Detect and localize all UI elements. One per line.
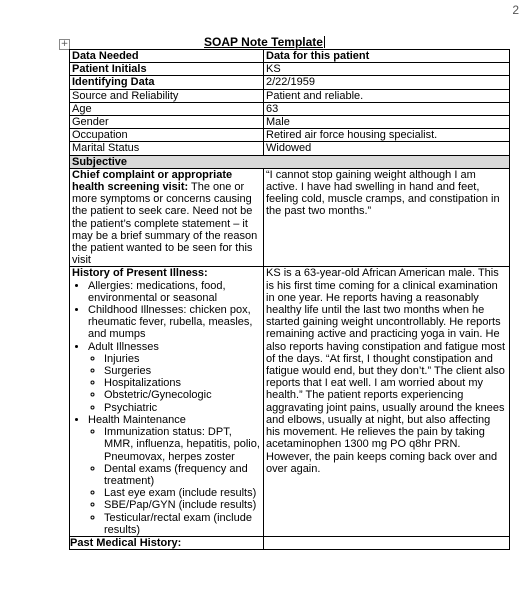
sub-list-item: ◦ Psychiatric [104, 402, 261, 414]
table-row [70, 129, 510, 142]
row-value[interactable]: Patient and reliable. [264, 89, 510, 102]
list-item [88, 341, 261, 414]
table-row [70, 102, 510, 115]
row-value[interactable]: Widowed [264, 142, 510, 155]
sub-list-item: ◦ Testicular/rectal exam (include results) [104, 512, 261, 536]
sub-list-item: ◦ Immunization status: DPT, MMR, influenza, hepatitis, polio, Pneumovax, herpes zoster [104, 426, 261, 463]
list-item [88, 414, 261, 536]
table-row [70, 89, 510, 102]
hpi-label [70, 267, 264, 536]
section-row [70, 155, 510, 168]
list-item [88, 280, 261, 304]
table-row [70, 142, 510, 155]
sub-list-item: ◦ Hospitalizations [104, 377, 261, 389]
table-row [70, 76, 510, 89]
hpi-row [70, 267, 510, 536]
chief-complaint-label [70, 168, 264, 267]
sub-list-item: ◦ Dental exams (frequency and treatment) [104, 463, 261, 487]
next-section-value[interactable] [264, 536, 510, 549]
row-label: Source and Reliability [70, 89, 264, 102]
list-item-text: Health Maintenance [88, 413, 186, 426]
text-cursor [324, 36, 325, 48]
table-row [70, 63, 510, 76]
soap-note-table [69, 49, 510, 550]
row-label: Marital Status [70, 142, 264, 155]
sub-list-item: ◦ Surgeries [104, 365, 261, 377]
sub-list [88, 426, 261, 536]
section-title: Subjective [70, 155, 510, 168]
row-label: Gender [70, 116, 264, 129]
sub-list-item: ◦ Last eye exam (include results) [104, 487, 261, 499]
next-section-label: Past Medical History: [70, 536, 264, 549]
chief-complaint-value[interactable]: “I cannot stop gaining weight although I am active. I have had swelling in hand and feet, feeling cold, muscle cramps, and constipation in the past two months.” [264, 168, 510, 267]
chief-complaint-row [70, 168, 510, 267]
row-value[interactable]: 2/22/1959 [264, 76, 510, 89]
table-move-handle-icon[interactable]: + [60, 39, 69, 49]
row-label: Patient Initials [70, 63, 264, 76]
list-item [88, 304, 261, 341]
row-value[interactable]: 63 [264, 102, 510, 115]
row-value[interactable]: KS [264, 63, 510, 76]
list-item-text: Allergies: medications, food, environmental or seasonal [88, 279, 226, 304]
hpi-heading: History of Present Illness: [72, 267, 208, 280]
list-item-text: Childhood Illnesses: chicken pox, rheumatic fever, rubella, measles, and mumps [88, 304, 253, 341]
column-header: Data for this patient [264, 50, 510, 63]
chief-complaint-heading: Chief complaint or appropriate health screening visit: [72, 168, 233, 194]
table-header-row [70, 50, 510, 63]
sub-list-item: ◦ SBE/Pap/GYN (include results) [104, 499, 261, 511]
sub-list [88, 353, 261, 414]
row-label: Occupation [70, 129, 264, 142]
row-value[interactable]: Male [264, 116, 510, 129]
chief-complaint-description: The one or more symptoms or concerns causing the patient to seek care. Need not be the patient’s complete statement – it may be a brief summary of the reason the patient wanted to be seen for this visit [72, 181, 258, 267]
column-header: Data Needed [70, 50, 264, 63]
row-label: Identifying Data [70, 76, 264, 89]
row-value[interactable]: Retired air force housing specialist. [264, 129, 510, 142]
sub-list-item: ◦ Obstetric/Gynecologic [104, 389, 261, 401]
next-section-row [70, 536, 510, 549]
hpi-list [72, 280, 261, 536]
table-row [70, 116, 510, 129]
sub-list-item: ◦ Injuries [104, 353, 261, 365]
document-title: SOAP Note Template [204, 35, 323, 49]
page-number: 2 [512, 3, 519, 17]
list-item-text: Adult Illnesses [88, 340, 159, 353]
hpi-value[interactable]: KS is a 63-year-old African American male. This is his first time coming for a clinical examination in one year. He reports having a reasonably healthy life until the last two months when he started gaining weight uncontrollably. He reports remaining active and practicing yoga in vain. He also reports having constipation and fatigue most of the days. “At first, I thought constipation and fatigue would end, but they don’t.” The client also reports that I eat well. I am worried about my health.” The patient reports experiencing aggravating joint pains, usually around the knees and elbows, usually at night, but also affecting his movement. He relieves the pain by taking acetaminophen 1300 mg PO q8hr PRN. However, the pain keeps coming back over and over again. [264, 267, 510, 536]
row-label: Age [70, 102, 264, 115]
